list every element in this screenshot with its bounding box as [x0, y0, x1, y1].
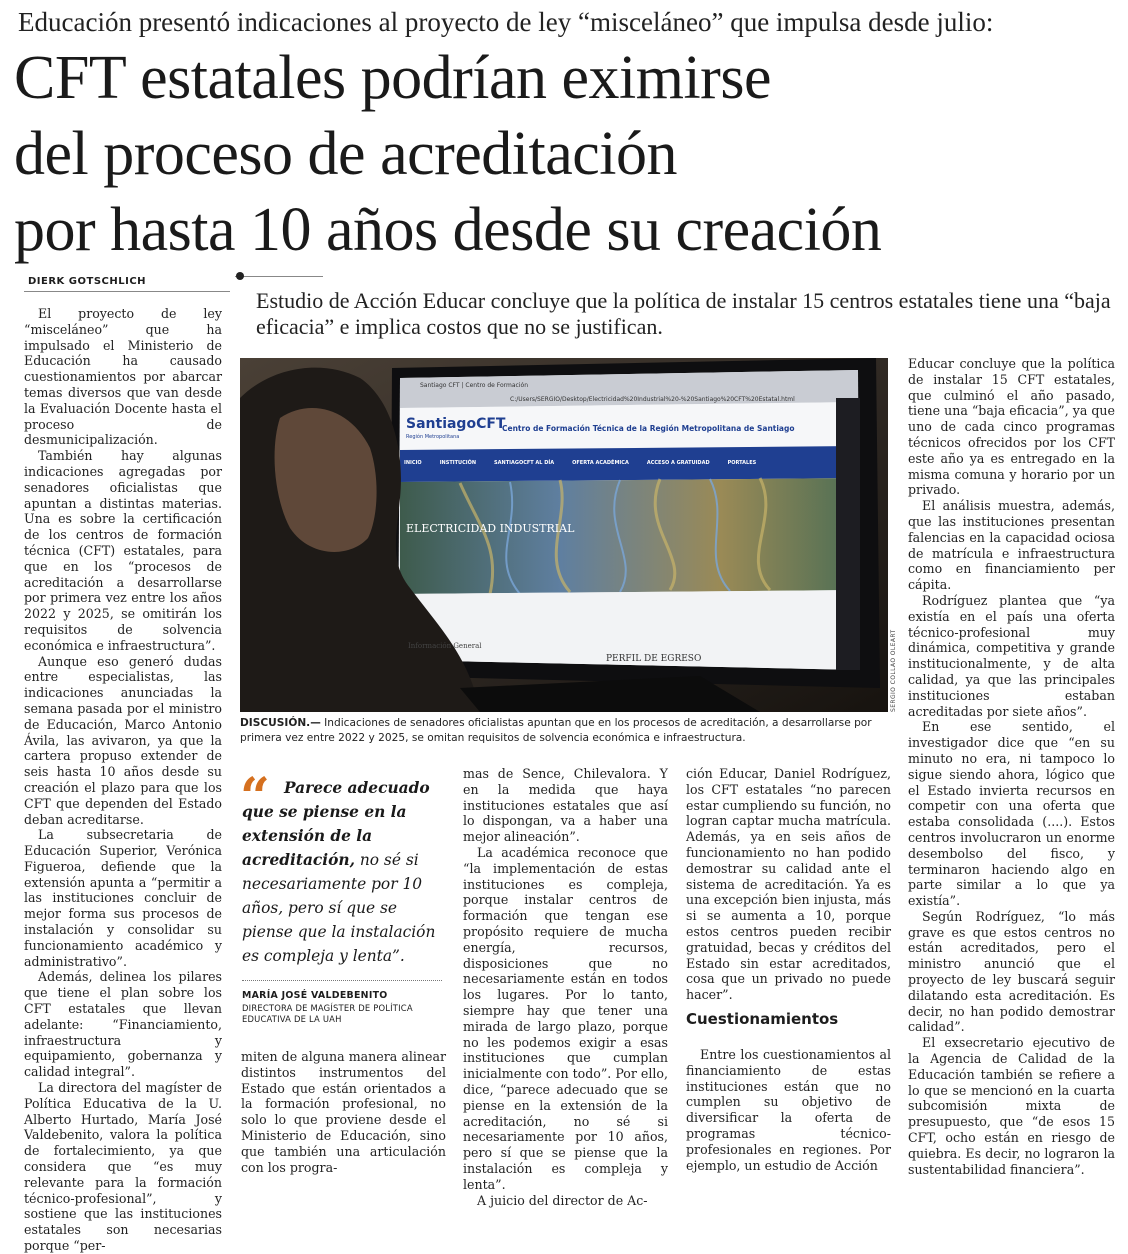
column-2-bottom	[241, 1049, 446, 1175]
paragraph: miten de alguna manera alinear distintos instrumentos del Estado que están orientados a la formación profesional, no solo lo que proviene desde el Ministerio de Educación, sino que también una articulación con los progra-	[241, 1049, 446, 1175]
pull-quote	[240, 767, 452, 968]
site-nav-item: PORTALES	[727, 460, 757, 466]
site-nav-item: ACCESO A GRATUIDAD	[646, 460, 710, 466]
headline-line-2: del proceso de acreditación	[14, 120, 677, 188]
paragraph: La directora del magíster de Política Educativa de la U. Alberto Hurtado, María José Valdebenito, valora la política de fortalecimiento, ya que considera que “es muy relevante para la formación técnico-profesional”, y sostiene que las instituciones estatales son necesarias porque “per-	[24, 1080, 222, 1254]
paragraph: Según Rodríguez, “lo más grave es que estos centros no están acreditados, pero el ministro anunció que el proyecto de ley buscará seguir dilatando esta acreditación. Es decir, no han podido demostrar calidad”.	[908, 908, 1115, 1035]
column-4-top	[686, 766, 891, 1003]
paragraph: Educar concluye que la política de instalar 15 CFT estatales, que culminó el año pasado, tiene una “baja eficacia”, ya que uno de cada cinco programas técnicos ofrecidos por los CFT este año ya es entregado en la misma comuna y horario por un privado.	[908, 356, 1115, 498]
photo-illustration	[240, 358, 888, 712]
caption-text: Indicaciones de senadores oficialistas apuntan que en los procesos de acreditación, a desarrollarse por primera vez entre 2022 y 2025, se omitan requisitos de solvencia económica e infraestructura.	[240, 717, 872, 744]
paragraph: A juicio del director de Ac-	[477, 1192, 648, 1208]
caption-label: DISCUSIÓN.—	[240, 717, 321, 729]
column-3	[463, 766, 668, 1208]
paragraph: La subsecretaria de Educación Superior, Verónica Figueroa, defiende que la extensión apunta a “permitir a las instituciones concluir de mejor forma sus procesos de instalación y consolidar su funcionamiento académico y administrativo”.	[24, 827, 222, 969]
section-heading: Cuestionamientos	[686, 1010, 839, 1028]
quote-rule	[242, 980, 442, 981]
site-nav-item: SANTIAGOCFT AL DÍA	[494, 460, 555, 466]
byline-rule	[24, 291, 230, 292]
paragraph: El exsecretario ejecutivo de la Agencia de Calidad de la Educación también se refiere a lo que se mencionó en la cuarta subcomisión mixta de presupuesto, que “de esos 15 CFT, ocho están en riesgo de quiebra. Es decir, no lograron la sustentabilidad financiera”.	[908, 1035, 1115, 1177]
kicker: Educación presentó indicaciones al proyecto de ley “misceláneo” que impulsa desde julio:	[18, 7, 994, 37]
paragraph: ción Educar, Daniel Rodríguez, los CFT estatales “no parecen estar cumpliendo su función, no logran captar mucha matrícula. Además, ya en seis años de funcionamiento no han podido demostrar su calidad ante el sistema de acreditación. Ya es una excepción bien injusta, más si se aumenta a 10, porque estos centros pueden recibir gratuidad, becas y créditos del Estado sin estar acreditados, cosa que un privado no puede hacer”.	[686, 766, 891, 1003]
news-photo	[240, 358, 888, 712]
paragraph: También hay algunas indicaciones agregadas por senadores oficialistas que apuntan a distintas materias. Una es sobre la certificación de los centros de formación técnica (CFT) estatales, para que en los “procesos de acreditación a desarrollarse por primera vez entre los años 2022 y 2025, se omitirán los requisitos de solvencia económica e infraestructura”.	[24, 448, 222, 653]
subhead-bullet	[236, 272, 244, 280]
quote-emphasis: Parece adecuado que se piense en la extensión de la acreditación,	[242, 779, 430, 869]
site-title: Centro de Formación Técnica de la Región Metropolitana de Santiago	[502, 424, 795, 433]
quote-author-role: DIRECTORA DE MAGÍSTER DE POLÍTICA EDUCATIVA DE LA UAH	[242, 1003, 413, 1024]
paragraph: El análisis muestra, además, que las instituciones presentan falencias en la capacidad ociosa de matrícula e infraestructura como en financiamiento per cápita.	[908, 498, 1115, 593]
photo-credit: SERGIO COLLAO OLEART	[890, 629, 897, 712]
site-nav-item: OFERTA ACADÉMICA	[572, 460, 629, 466]
site-logo: SantiagoCFT	[406, 416, 506, 432]
site-link-profile: PERFIL DE EGRESO	[606, 654, 702, 664]
paragraph: Entre los cuestionamientos al financiamiento de estas instituciones están que no cumplen su objetivo de diversificar la oferta de programas técnico-profesionales en regiones. Por ejemplo, un estudio de Acción	[686, 1047, 891, 1173]
quote-author: MARÍA JOSÉ VALDEBENITO	[242, 990, 388, 1001]
paragraph: Además, delinea los pilares que tiene el plan sobre los CFT estatales que llevan adelante: “Financiamiento, infraestructura y equipamiento, gobernanza y calidad integral”.	[24, 969, 222, 1080]
headline	[14, 40, 1114, 268]
paragraph: Rodríguez plantea que “ya existía en el país una oferta técnico-profesional muy dinámica, competitiva y grande institucionalmente, y de alta calidad, ya que las principales instituciones estaban acreditadas por siete años”.	[908, 592, 1115, 719]
site-link-general: Información General	[408, 642, 482, 650]
headline-line-3: por hasta 10 años desde su creación	[14, 196, 882, 264]
subheadline: Estudio de Acción Educar concluye que la política de instalar 15 centros estatales tiene una “baja eficacia” e implica costos que no se justifican.	[256, 288, 1111, 339]
paragraph: La académica reconoce que “la implementación de estas instituciones es compleja, porque instalar centros de formación que tengan ese propósito requiere de mucha energía, recursos, disposiciones que no necesariamente están en todos los lugares. Por lo tanto, siempre hay que tener una mirada de largo plazo, porque no les podemos exigir a esas instituciones que cumplan inicialmente con todo”. Por ello, dice, “parece adecuado que se piense en la extensión de la acreditación, no sé si necesariamente por 10 años, pero sí que se piense que la instalación es compleja y lenta”.	[463, 844, 668, 1192]
paragraph: Aunque eso generó dudas entre especialistas, las indicaciones anunciadas la semana pasada por el ministro de Educación, Marco Antonio Ávila, las avivaron, ya que la cartera propuso extender de seis hasta 10 años desde su creación el plazo para que los CFT que dependen del Estado deban acreditarse.	[24, 653, 222, 827]
column-1	[24, 306, 222, 1254]
site-nav-item: INICIO	[404, 460, 422, 466]
site-nav-item: INSTITUCIÓN	[439, 460, 477, 466]
headline-line-1: CFT estatales podrían eximirse	[14, 44, 771, 112]
quote-text: no sé si necesariamente por 10 años, pero sí que se piense que la instalación es compleja y lenta”.	[242, 851, 436, 965]
column-5	[908, 356, 1115, 1177]
subhead-rule	[235, 276, 323, 277]
quote-mark: “	[240, 767, 270, 828]
paragraph: En ese sentido, el investigador dice que “en su minuto no era, ni tampoco lo sigue siendo ahora, lógico que el Estado invierta recursos en competir con una oferta que estaba consolidada (....). Estos centros involucraron un enorme desembolso del fisco, y terminaron haciendo algo en parte similar a lo que ya existía”.	[908, 719, 1115, 909]
site-nav	[404, 460, 756, 466]
byline: DIERK GOTSCHLICH	[28, 276, 147, 287]
paragraph: El proyecto de ley “misceláneo” que ha impulsado el Ministerio de Educación ha causado cuestionamientos por abarcar temas diversos que van desde la Evaluación Docente hasta el proceso de desmunicipalización.	[24, 306, 222, 448]
photo-caption	[240, 716, 890, 746]
browser-url: C:/Users/SERGIO/Desktop/Electricidad%20Industrial%20-%20Santiago%20CFT%20Estatal.html	[510, 396, 795, 403]
column-4-bottom	[686, 1047, 891, 1173]
browser-tab-label: Santiago CFT | Centro de Formación	[420, 382, 528, 389]
site-banner-title: ELECTRICIDAD INDUSTRIAL	[406, 522, 575, 535]
site-logo-subtitle: Región Metropolitana	[406, 434, 460, 440]
paragraph: mas de Sence, Chilevalora. Y en la medida que haya instituciones estatales que así lo dispongan, va a haber una mejor alineación”.	[463, 766, 668, 845]
